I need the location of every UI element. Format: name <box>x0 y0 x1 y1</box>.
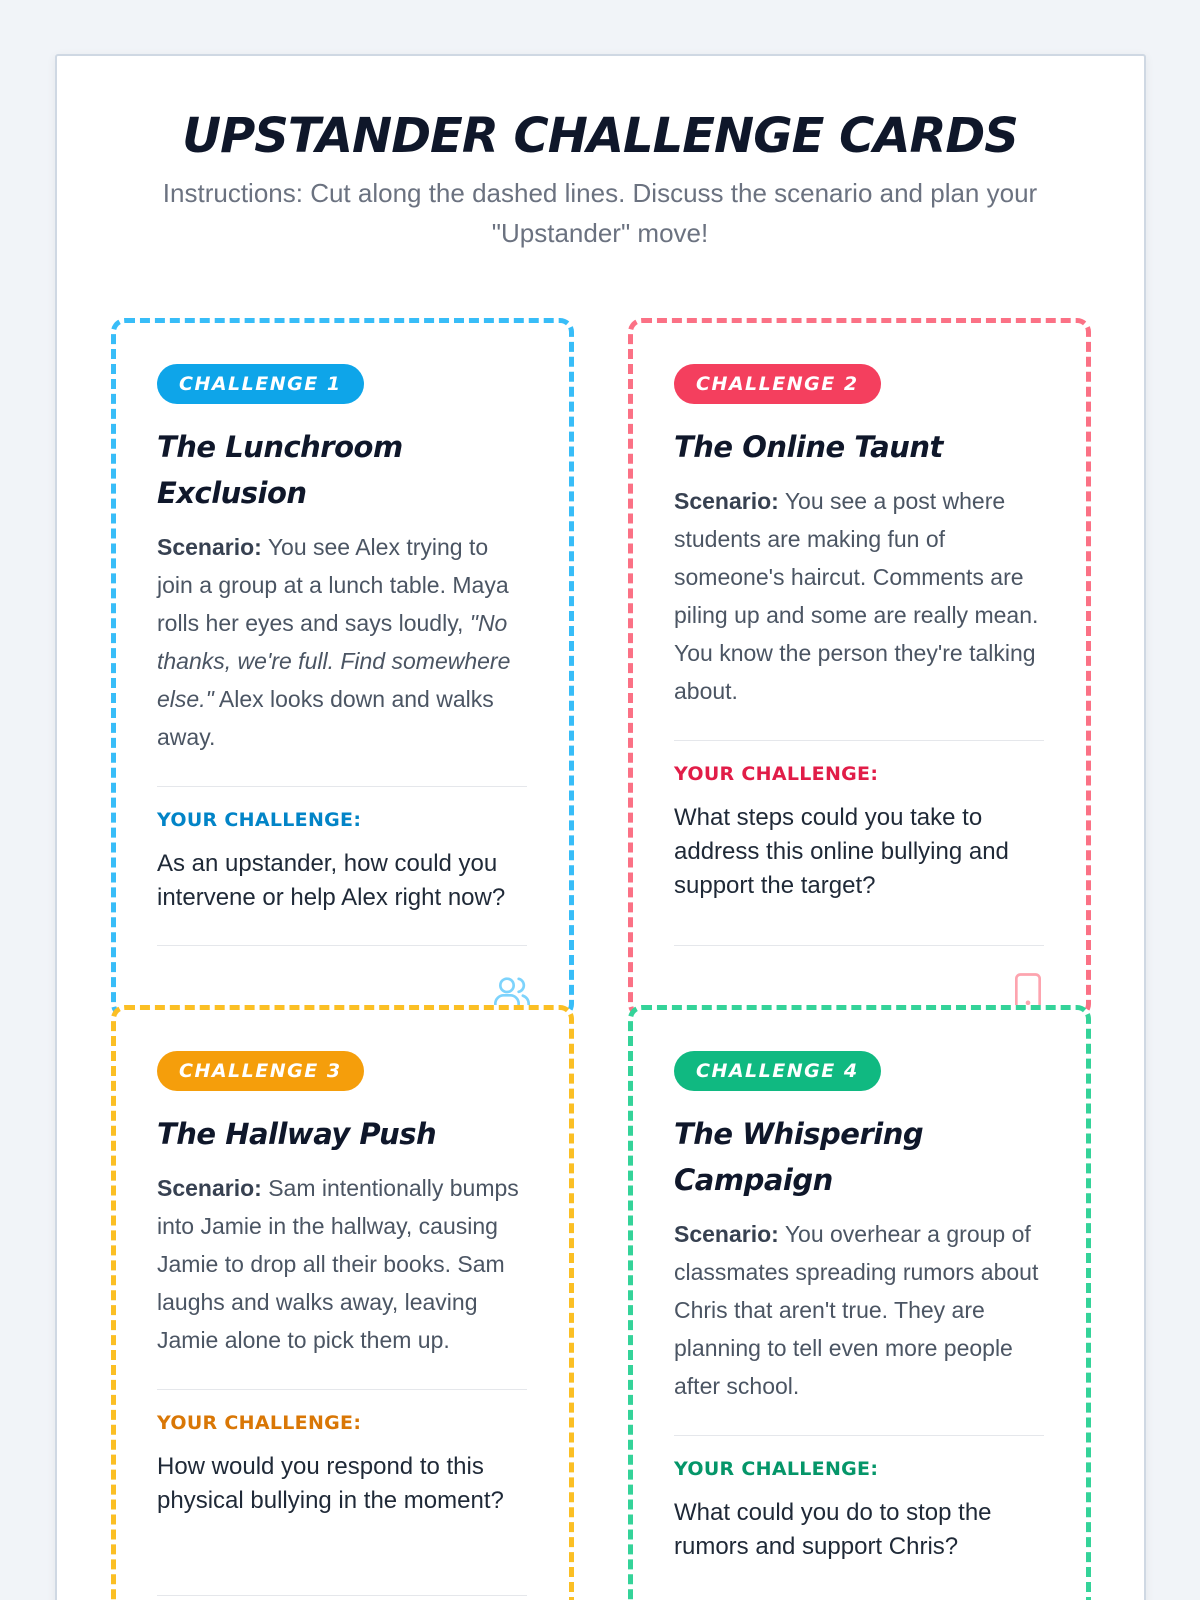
challenge-card-3 <box>111 1005 574 1600</box>
challenge-badge: CHALLENGE 1 <box>157 364 364 404</box>
card-title: The Lunchroom Exclusion <box>157 430 403 510</box>
scenario-body: Sam intentionally bumps into Jamie in the hallway, causing Jamie to drop all their books. Sam laughs and walks away, leaving Jamie alone to pick them up. <box>157 1175 519 1353</box>
card-title: The Online Taunt <box>674 430 943 464</box>
scenario-label: Scenario: <box>674 488 779 514</box>
instructions-text: Instructions: Cut along the dashed lines. Discuss the scenario and plan your "Upstander" move! <box>162 178 1038 248</box>
card-title: The Whispering Campaign <box>674 1117 924 1197</box>
scenario-text <box>674 482 1044 710</box>
challenge-question: As an upstander, how could you intervene or help Alex right now? <box>157 850 506 911</box>
divider <box>157 1389 527 1390</box>
divider <box>157 786 527 787</box>
scenario-label: Scenario: <box>674 1221 779 1247</box>
challenge-question: How would you respond to this physical bullying in the moment? <box>157 1453 504 1514</box>
scenario-body: You see Alex trying to join a group at a lunch table. Maya rolls her eyes and says loudly, <box>157 534 509 636</box>
scenario-quote: "No thanks, we're full. Find somewhere else." <box>157 610 511 712</box>
divider <box>674 945 1044 946</box>
divider <box>674 1435 1044 1436</box>
your-challenge-label: YOUR CHALLENGE: <box>674 1458 879 1480</box>
scenario-label: Scenario: <box>157 1175 262 1201</box>
your-challenge-label: YOUR CHALLENGE: <box>157 809 362 831</box>
challenge-badge: CHALLENGE 4 <box>674 1051 881 1091</box>
challenge-card-4 <box>628 1005 1091 1600</box>
challenge-question: What steps could you take to address this online bullying and support the target? <box>674 804 1009 899</box>
divider <box>674 740 1044 741</box>
scenario-body: You overhear a group of classmates spreading rumors about Chris that aren't true. They are planning to tell even more people after school. <box>674 1221 1039 1399</box>
your-challenge-label: YOUR CHALLENGE: <box>674 763 879 785</box>
challenge-badge: CHALLENGE 3 <box>157 1051 364 1091</box>
scenario-body: You see a post where students are making fun of someone's haircut. Comments are piling up and some are really mean. You know the person they're talking about. <box>674 488 1039 704</box>
scenario-label: Scenario: <box>157 534 262 560</box>
your-challenge-label: YOUR CHALLENGE: <box>157 1412 362 1434</box>
challenge-question: What could you do to stop the rumors and support Chris? <box>674 1499 992 1560</box>
challenge-card-2 <box>628 318 1091 1018</box>
card-title: The Hallway Push <box>157 1117 437 1151</box>
challenge-card-1 <box>111 318 574 1018</box>
divider <box>157 945 527 946</box>
scenario-body-end: Alex looks down and walks away. <box>157 686 494 750</box>
challenge-badge: CHALLENGE 2 <box>674 364 881 404</box>
divider <box>157 1595 527 1596</box>
page-title: UPSTANDER CHALLENGE CARDS <box>182 108 1018 164</box>
scenario-text <box>157 528 527 756</box>
scenario-text <box>674 1215 1044 1405</box>
scenario-text <box>157 1169 527 1359</box>
